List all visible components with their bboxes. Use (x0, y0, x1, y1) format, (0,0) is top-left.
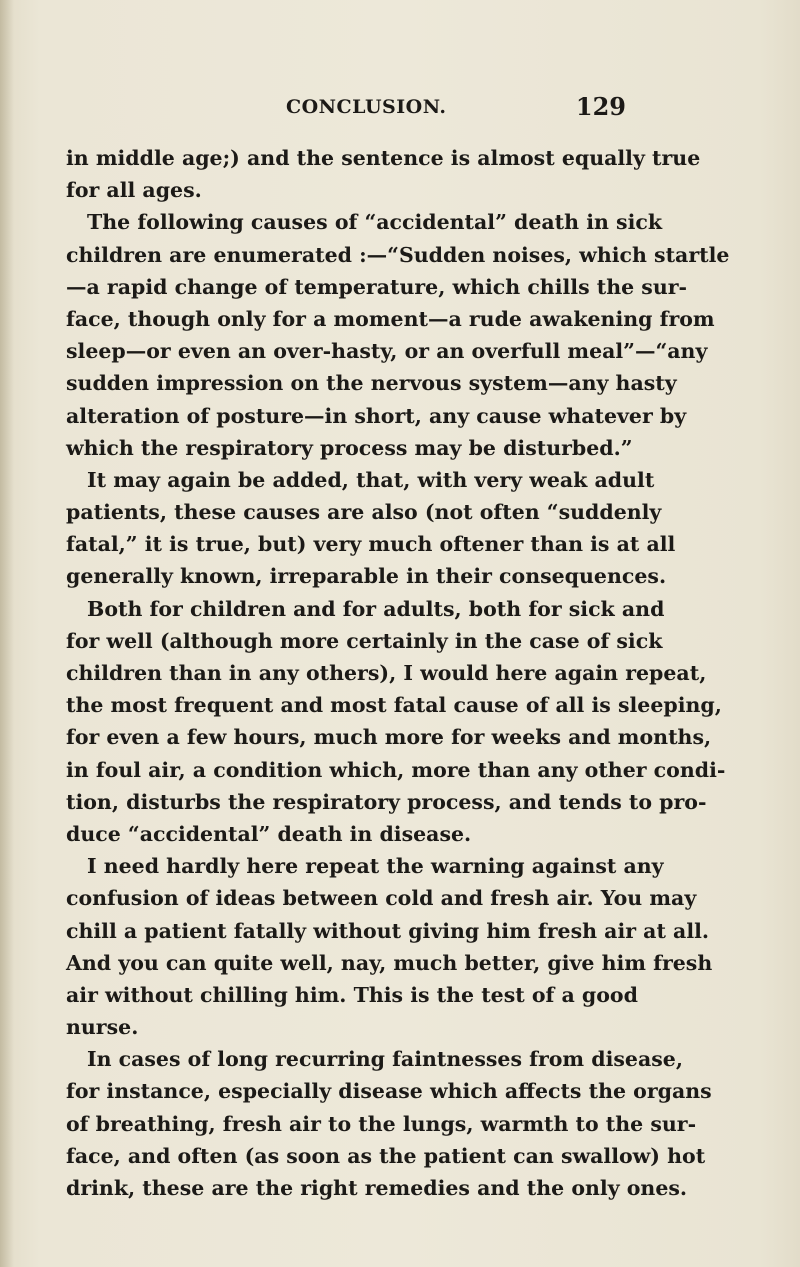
text-line: patients, these causes are also (not often “suddenly (66, 500, 662, 525)
running-head: CONCLUSION. (286, 96, 447, 118)
text-line: generally known, irreparable in their consequences. (66, 564, 667, 589)
text-line: confusion of ideas between cold and fresh air. You may (66, 886, 697, 911)
text-line: for well (although more certainly in the case of sick (66, 628, 663, 653)
text-line: And you can quite well, nay, much better, give him fresh (66, 950, 713, 975)
text-line: children are enumerated :—“Sudden noises, which startle (66, 242, 730, 267)
page-header (66, 92, 626, 128)
text-line: children than in any others), I would here again repeat, (66, 661, 707, 685)
text-line: air without chilling him. This is the test of a good (66, 982, 638, 1007)
text-line: in middle age;) and the sentence is almost equally true (66, 146, 701, 170)
text-line: Both for children and for adults, both for sick and (87, 596, 665, 621)
text-line: face, and often (as soon as the patient can swallow) hot (66, 1143, 706, 1168)
text-line: alteration of posture—in short, any cause whatever by (66, 403, 687, 428)
text-line: fatal,” it is true, but) very much oftener than is at all (66, 532, 676, 557)
text-line: for instance, especially disease which affects the organs (66, 1079, 712, 1104)
text-line: for all ages. (66, 178, 202, 203)
body-text (66, 142, 730, 1204)
text-line: duce “accidental” death in disease. (66, 821, 472, 846)
text-line: In cases of long recurring faintnesses from disease, (87, 1047, 683, 1072)
text-line: face, though only for a moment—a rude awakening from (66, 306, 715, 331)
text-line: chill a patient fatally without giving him fresh air at all. (66, 918, 710, 943)
text-line: —a rapid change of temperature, which chills the sur- (66, 274, 688, 299)
text-line: I need hardly here repeat the warning against any (87, 854, 664, 879)
page-gutter-shadow (0, 0, 14, 1267)
text-line: sleep—or even an over-hasty, or an overfull meal”—“any (66, 339, 708, 364)
text-line: drink, these are the right remedies and the only ones. (66, 1176, 688, 1200)
text-line: the most frequent and most fatal cause of all is sleeping, (66, 693, 722, 718)
text-line: which the respiratory process may be disturbed.” (66, 435, 633, 460)
text-line: sudden impression on the nervous system—any hasty (66, 371, 677, 396)
text-line: tion, disturbs the respiratory process, and tends to pro- (66, 789, 707, 814)
text-line: for even a few hours, much more for weeks and months, (66, 725, 712, 750)
text-line: The following causes of “accidental” death in sick (87, 210, 663, 235)
text-line: of breathing, fresh air to the lungs, warmth to the sur- (66, 1111, 697, 1136)
page-number: 129 (575, 92, 626, 121)
text-line: It may again be added, that, with very weak adult (87, 467, 655, 492)
text-line: nurse. (66, 1015, 139, 1040)
text-line: in foul air, a condition which, more than any other condi- (66, 757, 726, 782)
